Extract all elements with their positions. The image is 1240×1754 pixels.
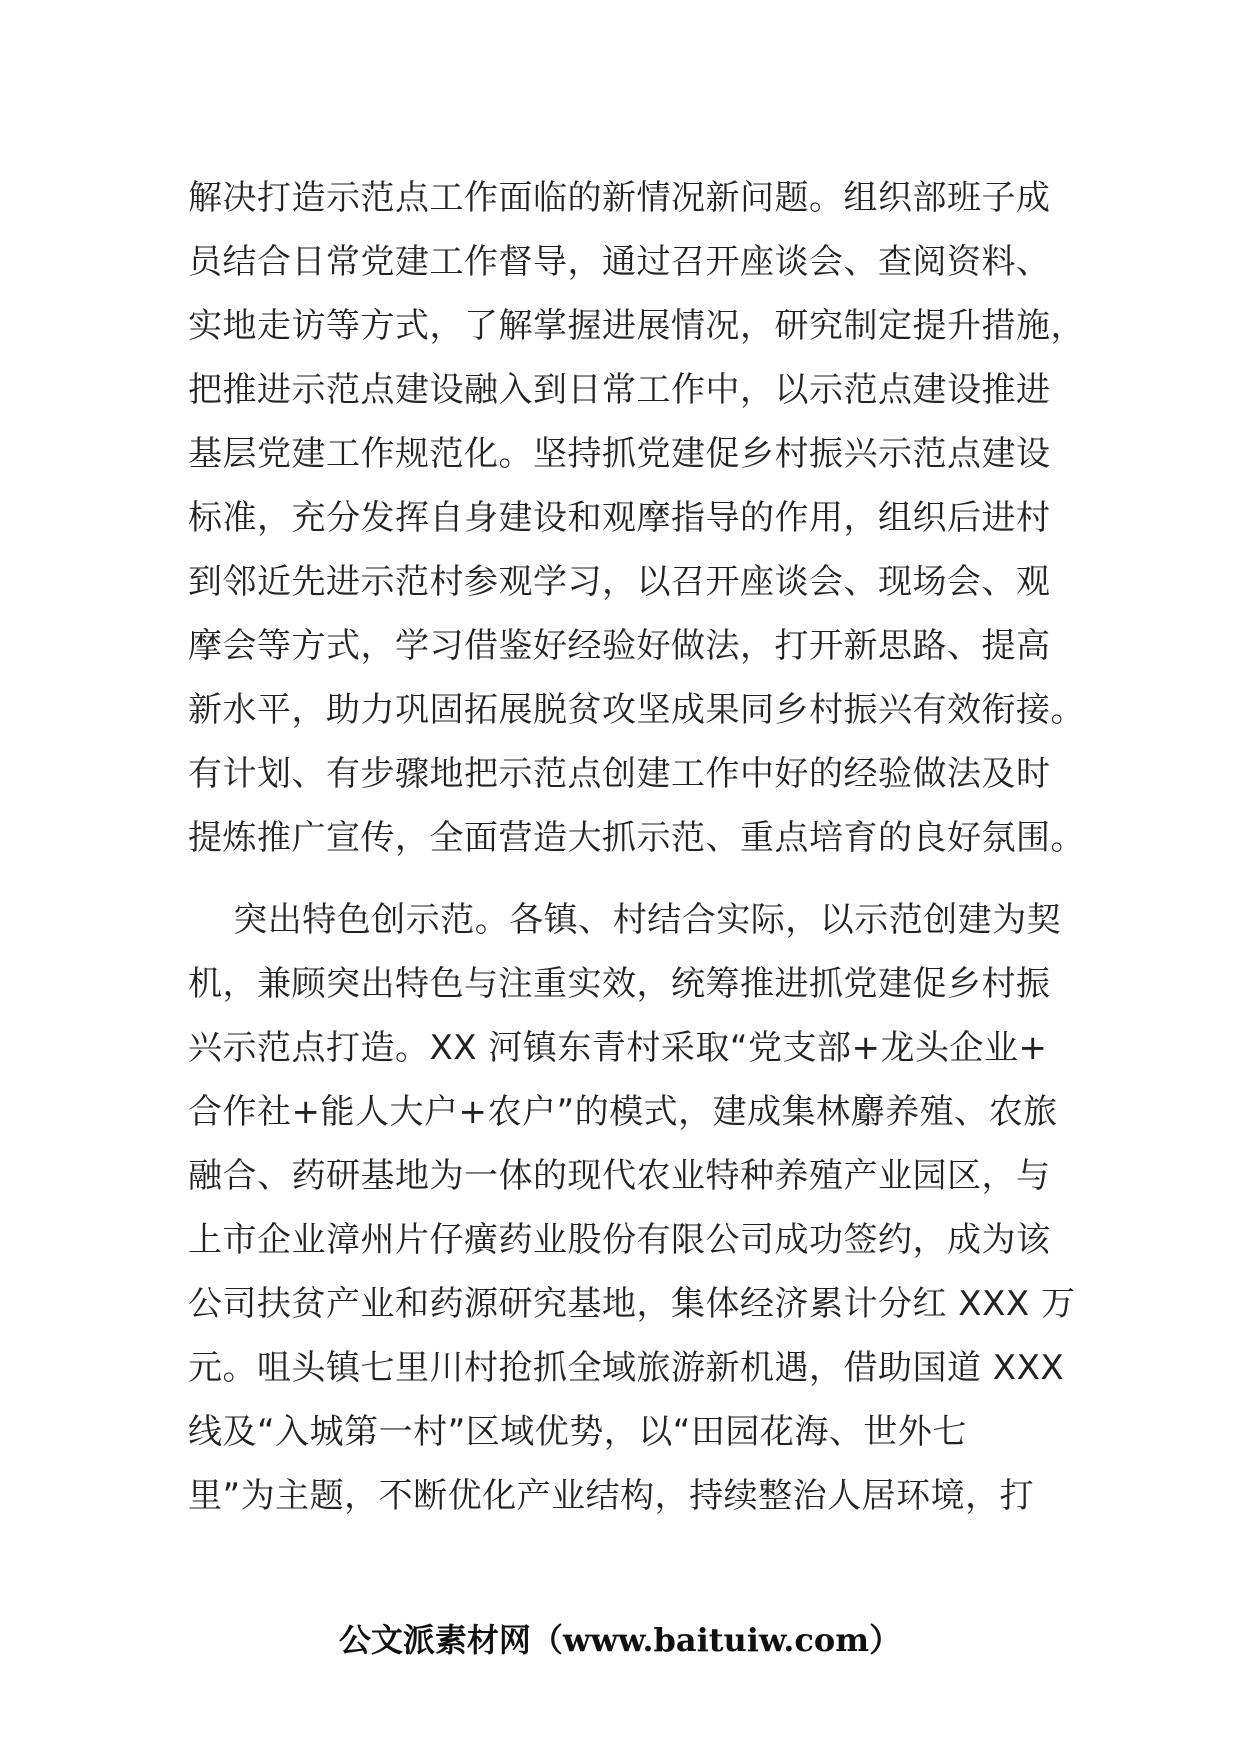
- text-line: 把推进示范点建设融入到日常工作中，以示范点建设推进: [188, 370, 1051, 410]
- text-line: 摩会等方式，学习借鉴好经验好做法，打开新思路、提高: [188, 626, 1051, 666]
- text-line: 解决打造示范点工作面临的新情况新问题。组织部班子成: [188, 178, 1051, 218]
- text-line: 融合、药研基地为一体的现代农业特种养殖产业园区，与: [188, 1156, 1051, 1196]
- text-line: 公司扶贫产业和药源研究基地，集体经济累计分红 XXX 万: [188, 1284, 1076, 1324]
- paragraph-1: [188, 166, 1085, 870]
- text-line: 线及“入城第一村”区域优势，以“田园花海、世外七: [188, 1412, 967, 1452]
- text-line: 合作社+能人大户+农户”的模式，建成集林麝养殖、农旅: [188, 1092, 1058, 1132]
- text-line: 兴示范点打造。XX 河镇东青村采取“党支部+龙头企业+: [188, 1028, 1048, 1068]
- text-line: 元。咀头镇七里川村抢抓全域旅游新机遇，借助国道 XXX: [188, 1348, 1065, 1388]
- text-line: 基层党建工作规范化。坚持抓党建促乡村振兴示范点建设: [188, 434, 1051, 474]
- paragraph-spacer: [188, 870, 1060, 888]
- text-line: 员结合日常党建工作督导，通过召开座谈会、查阅资料、: [188, 242, 1051, 282]
- text-line: 到邻近先进示范村参观学习，以召开座谈会、现场会、观: [188, 562, 1051, 602]
- text-line: 突出特色创示范。各镇、村结合实际，以示范创建为契: [188, 900, 1062, 940]
- text-line: 机，兼顾突出特色与注重实效，统筹推进抓党建促乡村振: [188, 964, 1051, 1004]
- page-footer: 公文派素材网（www.baituiw.com）: [338, 1621, 902, 1659]
- text-line: 新水平，助力巩固拓展脱贫攻坚成果同乡村振兴有效衔接。: [188, 690, 1085, 730]
- text-line: 标准，充分发挥自身建设和观摩指导的作用，组织后进村: [188, 498, 1051, 538]
- text-line: 实地走访等方式，了解掌握进展情况，研究制定提升措施，: [188, 306, 1085, 346]
- text-line: 有计划、有步骤地把示范点创建工作中好的经验做法及时: [188, 754, 1051, 794]
- text-line: 里”为主题，不断优化产业结构，持续整治人居环境，打: [188, 1476, 1035, 1516]
- document-body: [188, 166, 1085, 1528]
- paragraph-2: [188, 888, 1076, 1528]
- text-line: 提炼推广宣传，全面营造大抓示范、重点培育的良好氛围。: [188, 818, 1085, 858]
- text-line: 上市企业漳州片仔癀药业股份有限公司成功签约，成为该: [188, 1220, 1051, 1260]
